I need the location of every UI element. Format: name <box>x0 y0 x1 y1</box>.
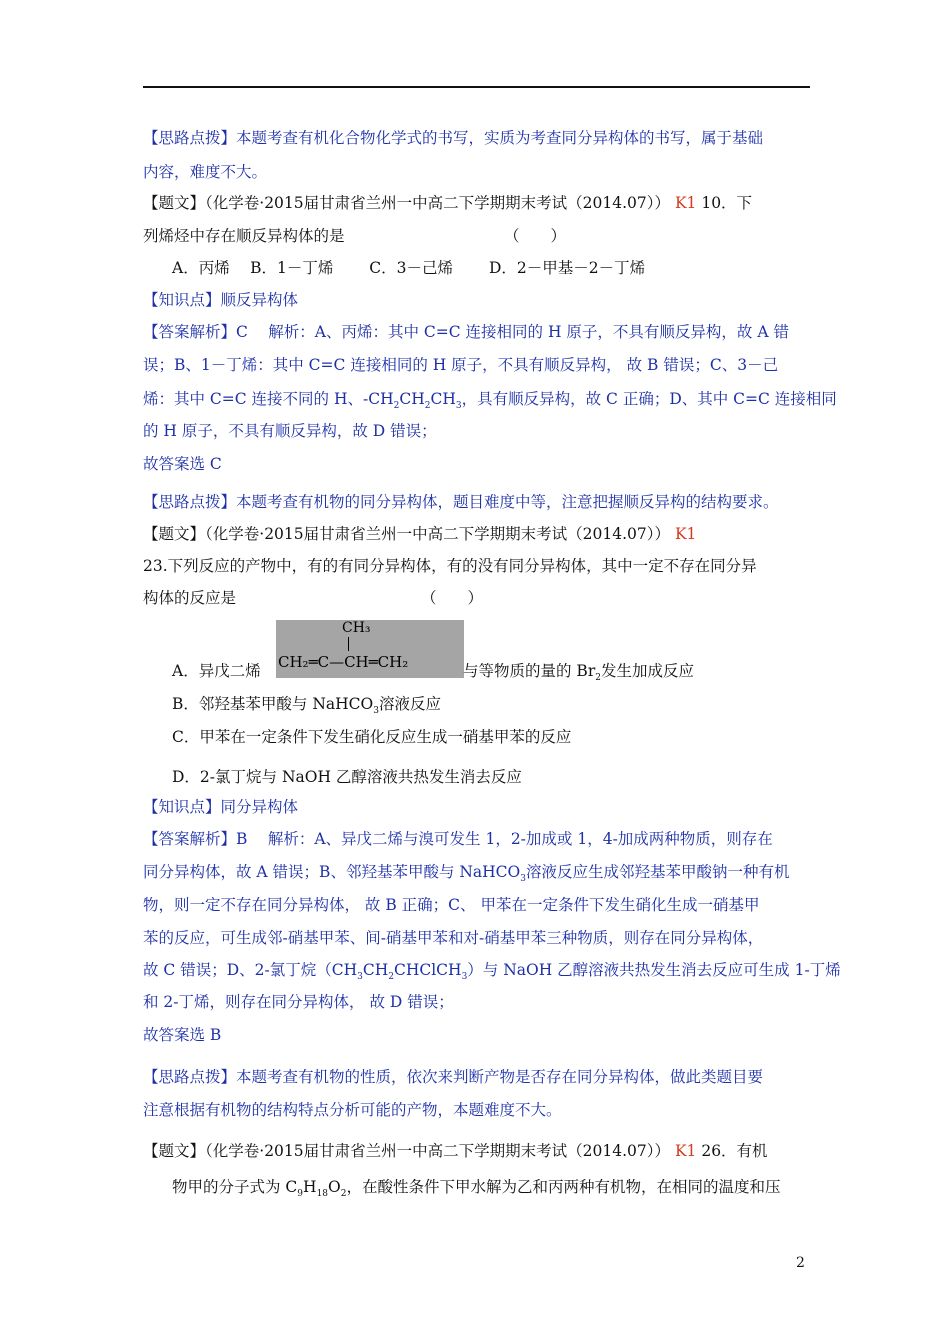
q1-final-answer: 故答案选 C <box>143 455 222 473</box>
q2-option-d: D．2-氯丁烷与 NaOH 乙醇溶液共热发生消去反应 <box>172 768 522 786</box>
q2-answer-line1: 【答案解析】B 解析：A、异戊二烯与溴可发生 1，2-加成或 1，4-加成两种物质，则存在 <box>143 830 773 848</box>
q1-stem: 列烯烃中存在顺反异构体的是 <box>143 227 345 245</box>
structure-methyl: CH₃ <box>342 620 371 636</box>
q2-answer-line3: 物，则一定不存在同分异构体， 故 B 正确；C、 甲苯在一定条件下发生硝化生成一硝基甲 <box>143 896 760 914</box>
q2-answer-line4: 苯的反应，可生成邻-硝基甲苯、间-硝基甲苯和对-硝基甲苯三种物质，则存在同分异构体， <box>143 929 764 947</box>
q2-answer-line6: 和 2-丁烯，则存在同分异构体， 故 D 错误； <box>143 993 454 1011</box>
q1-tip: 【思路点拨】本题考查有机物的同分异构体，题目难度中等，注意把握顺反异构的结构要求。 <box>143 493 779 511</box>
q0-tip-line2: 内容，难度不大。 <box>143 163 268 181</box>
q2-stem-line1: 23.下列反应的产物中，有的有同分异构体，有的没有同分异构体，其中一定不存在同分异 <box>143 557 757 575</box>
q1-knowledge-point: 【知识点】顺反异构体 <box>143 291 299 309</box>
q2-option-a: A．异戊二烯 <box>172 662 261 680</box>
q2-answer-paren: （ ） <box>421 589 484 607</box>
q1-title-label: 【题文】 <box>143 194 206 212</box>
knowledge-code: K1 <box>674 525 697 543</box>
q2-option-b: B．邻羟基苯甲酸与 NaHCO$_3$溶液反应 <box>172 695 441 716</box>
q1-answer-line3: 烯：其中 C=C 连接不同的 H、$-CH_2CH_2CH_3$，具有顺反异构，故 C 正确；D、其中 C=C 连接相同 <box>143 390 837 411</box>
tip-label: 【思路点拨】 <box>143 129 237 147</box>
structure-bond <box>348 637 349 651</box>
page-number: 2 <box>796 1255 805 1271</box>
header-rule <box>143 86 810 88</box>
knowledge-code: K1 <box>674 1142 697 1160</box>
q1-answer-paren: （ ） <box>504 227 567 245</box>
q2-title: 【题文】（化学卷·2015届甘肃省兰州一中高二下学期期末考试（2014.07）） K1 <box>143 525 697 543</box>
q2-tip-line1: 【思路点拨】本题考查有机物的性质，依次来判断产物是否存在同分异构体，做此类题目要 <box>143 1068 764 1086</box>
q2-final-answer: 故答案选 B <box>143 1026 222 1044</box>
q2-option-c: C．甲苯在一定条件下发生硝化反应生成一硝基甲苯的反应 <box>172 728 572 746</box>
q2-answer-line5: 故 C 错误；D、2-氯丁烷$(CH_3CH_2CHClCH_3)$与 NaOH 乙醇溶液共热发生消去反应可生成 1-丁烯 <box>143 961 841 982</box>
q1-options: A．丙烯 B．1－丁烯 C．3－己烯 D．2－甲基－2－丁烯 <box>172 259 646 277</box>
q1-answer-line2: 误；B、1－丁烯：其中 C=C 连接相同的 H 原子，不具有顺反异构， 故 B 错误；C、3－己 <box>143 356 779 374</box>
q1-title: 【题文】（化学卷·2015届甘肃省兰州一中高二下学期期末考试（2014.07）） K1 10．下 <box>143 194 753 212</box>
q0-tip-line1: 【思路点拨】本题考查有机化合物化学式的书写，实质为考查同分异构体的书写，属于基础 <box>143 129 764 147</box>
q2-stem-line2: 构体的反应是 <box>143 589 237 607</box>
q2-knowledge-point: 【知识点】同分异构体 <box>143 798 299 816</box>
q2-tip-line2: 注意根据有机物的结构特点分析可能的产物，本题难度不大。 <box>143 1101 562 1119</box>
q1-answer-line1: 【答案解析】C 解析：A、丙烯：其中 C=C 连接相同的 H 原子，不具有顺反异构，故 A 错 <box>143 323 789 341</box>
structure-chain: CH₂═C—CH═CH₂ <box>278 653 409 671</box>
q2-answer-line2: 同分异构体，故 A 错误；B、邻羟基苯甲酸与 NaHCO$_3$溶液反应生成邻羟基苯甲酸钠一种有机 <box>143 863 790 884</box>
q3-title: 【题文】（化学卷·2015届甘肃省兰州一中高二下学期期末考试（2014.07）） K1 26．有机 <box>143 1142 768 1160</box>
isoprene-structure <box>276 620 464 678</box>
q2-option-a-tail: 与等物质的量的 $Br_2$发生加成反应 <box>463 662 694 683</box>
q3-stem: 物甲的分子式为 $C_9H_{18}O_2$，在酸性条件下甲水解为乙和丙两种有机物，在相同的温度和压 <box>172 1178 781 1199</box>
q1-answer-line4: 的 H 原子，不具有顺反异构，故 D 错误； <box>143 422 437 440</box>
knowledge-code: K1 <box>674 194 697 212</box>
